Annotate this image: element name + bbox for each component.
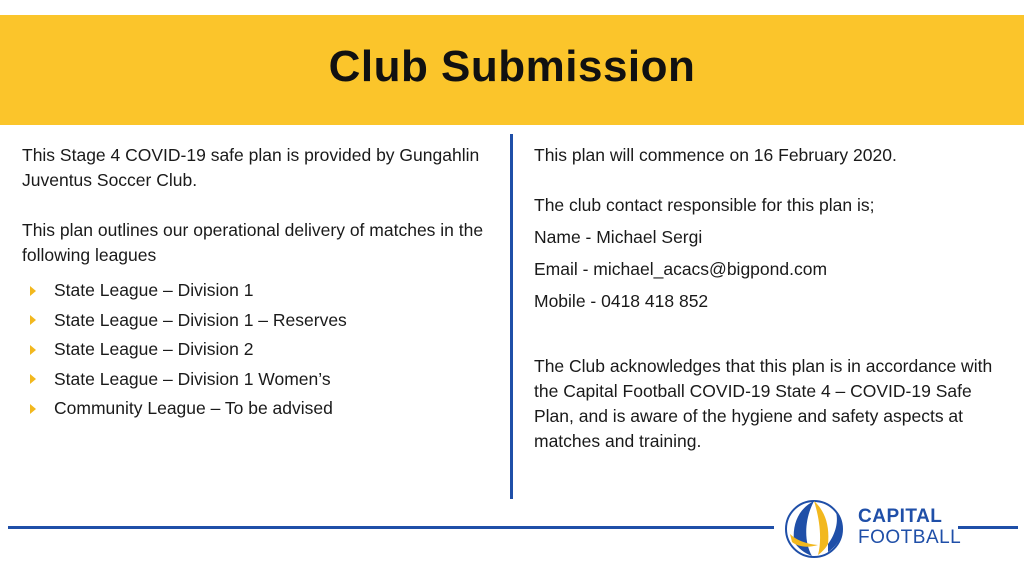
contact-name: Name - Michael Sergi [534, 227, 703, 247]
bullet-arrow-icon [30, 404, 36, 414]
contact-email: Email - michael_acacs@bigpond.com [534, 259, 828, 279]
contact-mobile: Mobile - 0418 418 852 [534, 291, 709, 311]
acknowledgement-text: The Club acknowledges that this plan is in accordance with the Capital Football COVID-19 State 4 – COVID-19 Safe Plan, and is aware of the hygiene and safety aspects at matches and training. [534, 356, 993, 451]
league-list [22, 276, 492, 424]
logo-line-capital: CAPITAL [858, 506, 943, 527]
league-label: Community League – To be advised [54, 398, 333, 419]
league-label: State League – Division 1 – Reserves [54, 309, 347, 330]
league-label: State League – Division 2 [54, 339, 254, 360]
right-column [534, 143, 1004, 454]
title-banner [0, 15, 1024, 125]
league-label: State League – Division 1 [54, 280, 254, 301]
footer-line-right [958, 526, 1018, 529]
column-divider [510, 134, 513, 499]
logo-text [858, 507, 961, 547]
page-title: Club Submission [328, 42, 696, 91]
logo-line-football: FOOTBALL [858, 527, 962, 548]
league-label: State League – Division 1 Women’s [54, 368, 331, 389]
contact-intro-text: The club contact responsible for this plan is; [534, 195, 875, 215]
list-item [22, 394, 492, 424]
bullet-arrow-icon [30, 286, 36, 296]
football-ball-icon [784, 498, 848, 560]
list-item [22, 365, 492, 395]
footer-line-left [8, 526, 774, 529]
bullet-arrow-icon [30, 315, 36, 325]
bullet-arrow-icon [30, 345, 36, 355]
list-item [22, 276, 492, 306]
list-item [22, 306, 492, 336]
intro-text: This Stage 4 COVID-19 safe plan is provided by Gungahlin Juventus Soccer Club. [22, 145, 480, 190]
leagues-intro-text: This plan outlines our operational delivery of matches in the following leagues [22, 220, 484, 265]
list-item [22, 335, 492, 365]
left-column [22, 143, 492, 424]
bullet-arrow-icon [30, 374, 36, 384]
commence-text: This plan will commence on 16 February 2020. [534, 145, 897, 165]
